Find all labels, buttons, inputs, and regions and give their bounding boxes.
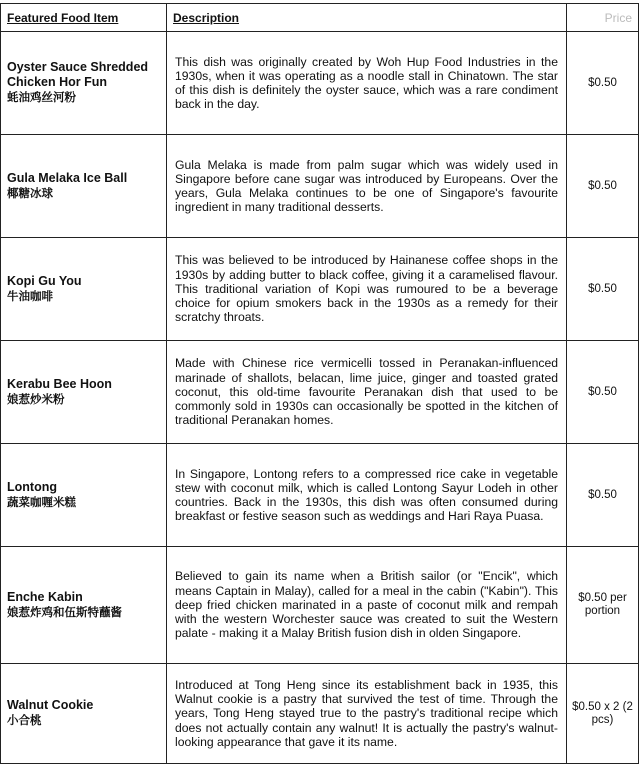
item-description: This dish was originally created by Woh Hup Food Industries in the 1930s, when it was operating as a noodle stall in Chinatown. The star of this dish is definitely the oyster sauce, which was a rare condiment back in the day. <box>167 32 567 135</box>
item-name-chinese: 蚝油鸡丝河粉 <box>7 92 76 104</box>
header-item: Featured Food Item <box>1 4 167 32</box>
item-name: Gula Melaka Ice Ball <box>7 170 128 185</box>
item-name-chinese: 小合桃 <box>7 715 42 727</box>
header-row <box>1 4 639 32</box>
item-name: Kopi Gu You <box>7 273 82 288</box>
menu-table <box>0 3 639 764</box>
item-price: $0.50 <box>567 135 639 238</box>
item-description: In Singapore, Lontong refers to a compressed rice cake in vegetable stew with coconut milk, which is called Lontong Sayur Lodeh in other countries. Back in the 1930s, this dish was often consumed during breakfast or festive season such as weddings and Hari Raya Puasa. <box>167 444 567 547</box>
item-name: Oyster Sauce Shredded Chicken Hor Fun <box>7 60 149 89</box>
item-description: Believed to gain its name when a British sailor (or "Encik", which means Captain in Malay), called for a meal in the cabin ("Kabin"). This deep fried chicken marinated in a paste of coconut milk and rempah with the western Worchester sauce was created to suit the Western palate - making it a Malay British fusion dish in olden Singapore. <box>167 547 567 664</box>
item-name-cell <box>1 547 167 664</box>
item-name-chinese: 蔬菜咖喱米糕 <box>7 496 76 509</box>
item-price: $0.50 <box>567 444 639 547</box>
table-row <box>1 444 639 547</box>
item-description: This was believed to be introduced by Hainanese coffee shops in the 1930s by adding butter to black coffee, giving it a caramelised flavour. This traditional variation of Kopi was rumoured to be a beverage choice for opium smokers back in the 1930s as a remedy for their scratchy throats. <box>167 238 567 341</box>
table-row <box>1 32 639 135</box>
table-row <box>1 664 639 764</box>
item-name-cell <box>1 664 167 764</box>
item-name-cell <box>1 32 167 135</box>
header-price: Price <box>567 4 639 32</box>
item-name-cell <box>1 341 167 444</box>
item-name-chinese: 娘惹炸鸡和伍斯特蘸酱 <box>7 606 122 619</box>
item-description: Introduced at Tong Heng since its establishment back in 1935, this Walnut cookie is a pastry that survived the test of time. Through the years, Tong Heng stayed true to the pastry's traditional recipe which does not actually contain any walnut! It is actually the pastry's walnut-looking appearance that gave it its name. <box>167 664 567 764</box>
item-name: Kerabu Bee Hoon <box>7 376 112 391</box>
table-row <box>1 238 639 341</box>
item-price: $0.50 <box>567 238 639 341</box>
item-price: $0.50 x 2 (2 pcs) <box>567 664 639 764</box>
item-name-cell <box>1 238 167 341</box>
item-name-chinese: 牛油咖啡 <box>7 290 53 303</box>
item-name-cell <box>1 444 167 547</box>
item-description: Made with Chinese rice vermicelli tossed in Peranakan-influenced marinade of shallots, belacan, lime juice, ginger and toasted grated coconut, this old-time favourite Peranakan dish that used to be commonly sold in 1930s can occasionally be spotted in the kitchen of traditional Peranakan homes. <box>167 341 567 444</box>
table-row <box>1 135 639 238</box>
item-name-chinese: 椰糖冰球 <box>7 187 53 200</box>
table-row <box>1 547 639 664</box>
item-price: $0.50 <box>567 341 639 444</box>
item-name: Walnut Cookie <box>7 698 94 712</box>
item-name: Enche Kabin <box>7 589 83 604</box>
item-price: $0.50 per portion <box>567 547 639 664</box>
table-row <box>1 341 639 444</box>
header-description: Description <box>167 4 567 32</box>
item-price: $0.50 <box>567 32 639 135</box>
item-description: Gula Melaka is made from palm sugar which was widely used in Singapore before cane sugar was introduced by Europeans. Over the years, Gula Melaka continues to be one of Singapore's favourite ingredient in many traditional desserts. <box>167 135 567 238</box>
item-name: Lontong <box>7 479 57 494</box>
item-name-cell <box>1 135 167 238</box>
item-name-chinese: 娘惹炒米粉 <box>7 393 65 406</box>
